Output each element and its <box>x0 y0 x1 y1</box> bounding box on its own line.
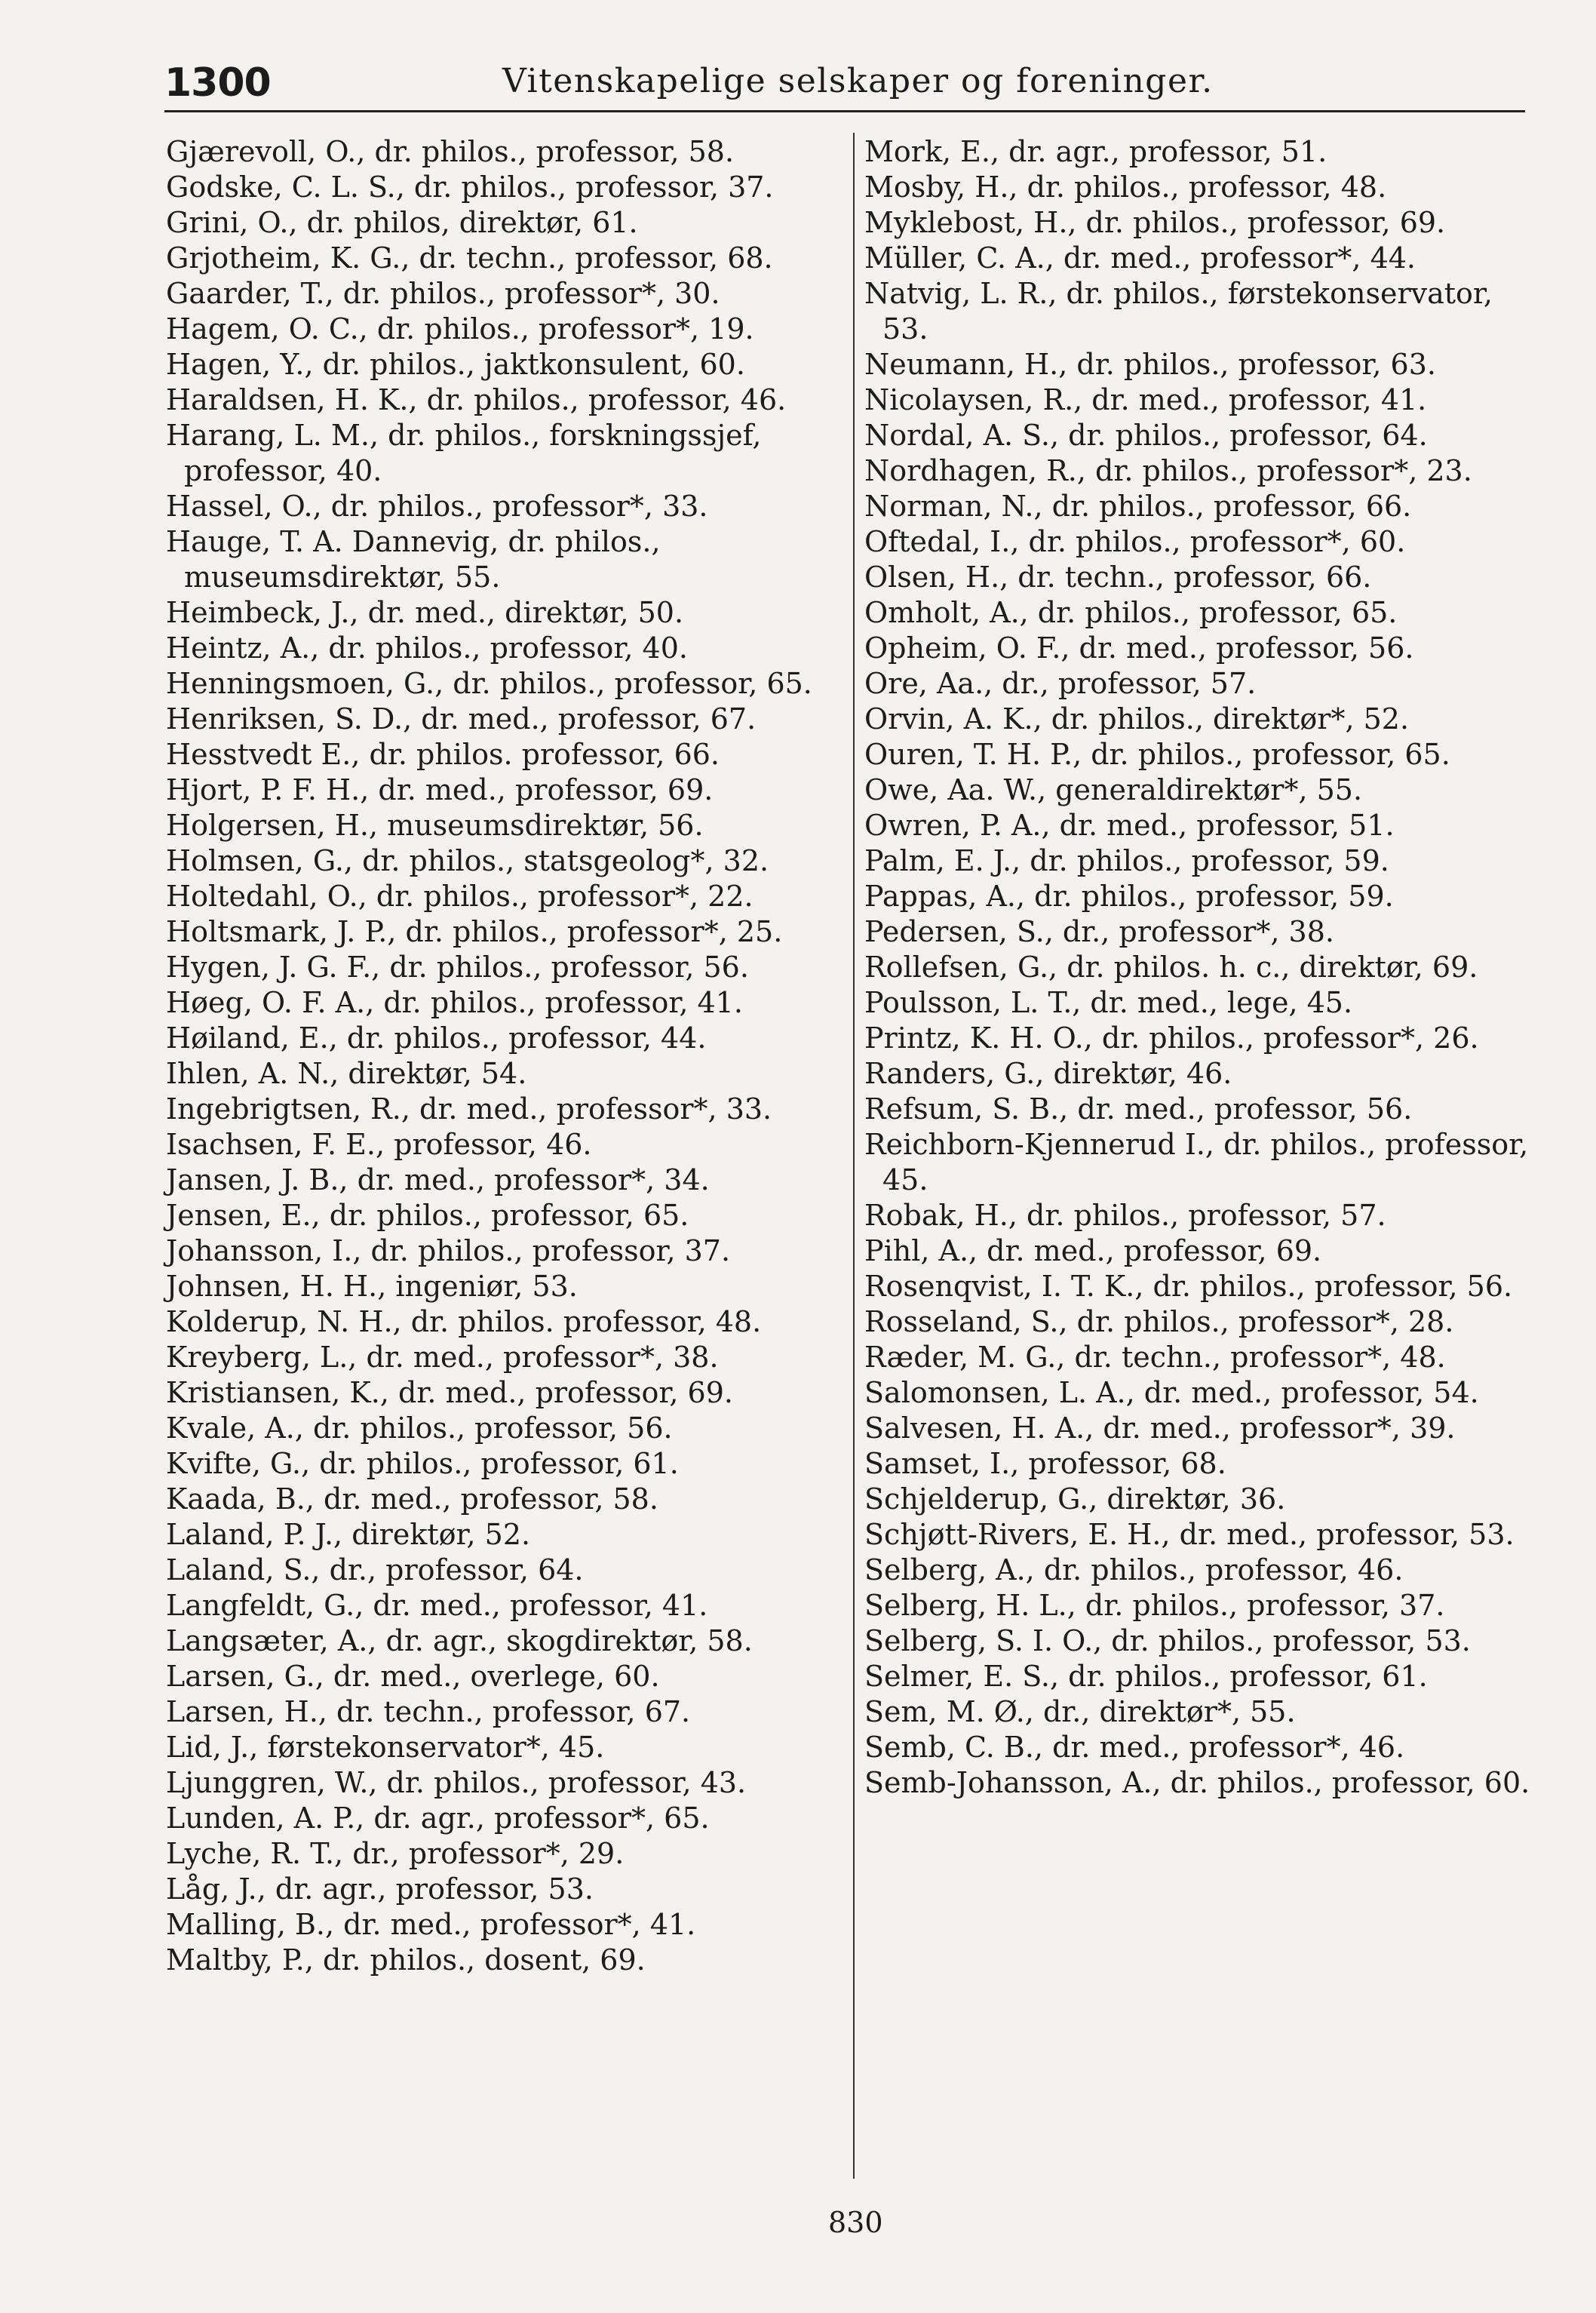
running-title: Vitenskapelige selskaper og foreninger. <box>502 62 1214 100</box>
member-entry: Opheim, O. F., dr. med., professor, 56. <box>864 631 1414 665</box>
member-entry: Ihlen, A. N., direktør, 54. <box>166 1057 527 1090</box>
member-entry: Holmsen, G., dr. philos., statsgeolog*, 32. <box>166 844 769 877</box>
page-number: 1300 <box>164 60 271 106</box>
member-entry: Selberg, S. I. O., dr. philos., professor, 53. <box>864 1624 1471 1657</box>
member-entry: Natvig, L. R., dr. philos., førstekonservator, 53. <box>864 277 1493 346</box>
member-entry: Rosseland, S., dr. philos., professor*, 28. <box>864 1305 1454 1338</box>
member-entry: Randers, G., direktør, 46. <box>864 1057 1232 1090</box>
footer-page-number: 830 <box>828 2206 883 2239</box>
member-entry: Omholt, A., dr. philos., professor, 65. <box>864 596 1398 629</box>
member-entry: Semb, C. B., dr. med., professor*, 46. <box>864 1731 1405 1764</box>
member-entry: Oftedal, I., dr. philos., professor*, 60. <box>864 525 1406 558</box>
member-entry: Låg, J., dr. agr., professor, 53. <box>166 1872 594 1906</box>
right-column <box>864 134 1543 1801</box>
member-entry: Myklebost, H., dr. philos., professor, 69. <box>864 206 1446 239</box>
member-entry: Salvesen, H. A., dr. med., professor*, 39. <box>864 1411 1456 1445</box>
member-entry: Hjort, P. F. H., dr. med., professor, 69. <box>166 773 714 806</box>
member-entry: Malling, B., dr. med., professor*, 41. <box>166 1908 696 1941</box>
member-entry: Semb-Johansson, A., dr. philos., professor, 60. <box>864 1766 1530 1799</box>
member-entry: Hygen, J. G. F., dr. philos., professor, 56. <box>166 951 749 984</box>
member-entry: Ljunggren, W., dr. philos., professor, 43. <box>166 1766 747 1799</box>
member-entry: Ouren, T. H. P., dr. philos., professor, 65. <box>864 738 1450 771</box>
member-entry: Nicolaysen, R., dr. med., professor, 41. <box>864 383 1427 416</box>
member-entry: Schjøtt-Rivers, E. H., dr. med., professor, 53. <box>864 1518 1515 1551</box>
member-entry: Laland, S., dr., professor, 64. <box>166 1553 584 1587</box>
member-entry: Kvale, A., dr. philos., professor, 56. <box>166 1411 673 1445</box>
member-entry: Hassel, O., dr. philos., professor*, 33. <box>166 490 708 523</box>
member-entry: Godske, C. L. S., dr. philos., professor, 37. <box>166 170 774 204</box>
member-entry: Ore, Aa., dr., professor, 57. <box>864 667 1257 700</box>
member-entry: Hauge, T. A. Dannevig, dr. philos., museumsdirektør, 55. <box>166 525 661 594</box>
member-entry: Høiland, E., dr. philos., professor, 44. <box>166 1021 707 1055</box>
member-entry: Larsen, G., dr. med., overlege, 60. <box>166 1660 660 1693</box>
member-entry: Harang, L. M., dr. philos., forskningssjef, professor, 40. <box>166 419 762 487</box>
member-entry: Lid, J., førstekonservator*, 45. <box>166 1731 605 1764</box>
member-entry: Hagem, O. C., dr. philos., professor*, 19. <box>166 312 754 346</box>
member-entry: Haraldsen, H. K., dr. philos., professor, 46. <box>166 383 787 416</box>
member-entry: Reichborn-Kjennerud I., dr. philos., professor, 45. <box>864 1128 1529 1196</box>
member-entry: Langfeldt, G., dr. med., professor, 41. <box>166 1589 708 1622</box>
member-entry: Olsen, H., dr. techn., professor, 66. <box>864 561 1372 594</box>
member-entry: Langsæter, A., dr. agr., skogdirektør, 58. <box>166 1624 753 1657</box>
member-entry: Printz, K. H. O., dr. philos., professor*, 26. <box>864 1021 1479 1055</box>
member-entry: Mork, E., dr. agr., professor, 51. <box>864 135 1327 168</box>
member-entry: Refsum, S. B., dr. med., professor, 56. <box>864 1092 1413 1126</box>
member-entry: Holtsmark, J. P., dr. philos., professor*, 25. <box>166 915 783 948</box>
member-entry: Kaada, B., dr. med., professor, 58. <box>166 1482 658 1516</box>
member-entry: Lunden, A. P., dr. agr., professor*, 65. <box>166 1802 710 1835</box>
member-entry: Neumann, H., dr. philos., professor, 63. <box>864 348 1436 381</box>
member-entry: Kolderup, N. H., dr. philos. professor, 48. <box>166 1305 762 1338</box>
member-entry: Jensen, E., dr. philos., professor, 65. <box>166 1199 689 1232</box>
member-entry: Høeg, O. F. A., dr. philos., professor, 41. <box>166 986 743 1019</box>
header-rule <box>164 110 1525 112</box>
member-entry: Laland, P. J., direktør, 52. <box>166 1518 531 1551</box>
member-entry: Larsen, H., dr. techn., professor, 67. <box>166 1695 691 1728</box>
member-entry: Samset, I., professor, 68. <box>864 1447 1226 1480</box>
member-entry: Heimbeck, J., dr. med., direktør, 50. <box>166 596 684 629</box>
member-entry: Johnsen, H. H., ingeniør, 53. <box>166 1270 578 1303</box>
member-entry: Ræder, M. G., dr. techn., professor*, 48. <box>864 1341 1446 1374</box>
member-entry: Schjelderup, G., direktør, 36. <box>864 1482 1286 1516</box>
member-entry: Jansen, J. B., dr. med., professor*, 34. <box>166 1163 710 1196</box>
member-entry: Pappas, A., dr. philos., professor, 59. <box>864 880 1394 913</box>
member-entry: Grjotheim, K. G., dr. techn., professor, 68. <box>166 241 773 275</box>
member-entry: Pedersen, S., dr., professor*, 38. <box>864 915 1334 948</box>
member-entry: Kristiansen, K., dr. med., professor, 69. <box>166 1376 733 1409</box>
member-entry: Isachsen, F. E., professor, 46. <box>166 1128 592 1161</box>
member-entry: Heintz, A., dr. philos., professor, 40. <box>166 631 688 665</box>
member-entry: Salomonsen, L. A., dr. med., professor, 54. <box>864 1376 1479 1409</box>
member-entry: Sem, M. Ø., dr., direktør*, 55. <box>864 1695 1296 1728</box>
member-entry: Mosby, H., dr. philos., professor, 48. <box>864 170 1387 204</box>
member-entry: Johansson, I., dr. philos., professor, 37. <box>166 1234 731 1267</box>
member-entry: Nordal, A. S., dr. philos., professor, 64. <box>864 419 1428 452</box>
member-entry: Owe, Aa. W., generaldirektør*, 55. <box>864 773 1363 806</box>
member-entry: Orvin, A. K., dr. philos., direktør*, 52. <box>864 702 1410 736</box>
member-entry: Rollefsen, G., dr. philos. h. c., direktør, 69. <box>864 951 1478 984</box>
member-entry: Hagen, Y., dr. philos., jaktkonsulent, 60. <box>166 348 745 381</box>
member-entry: Selberg, A., dr. philos., professor, 46. <box>864 1553 1404 1587</box>
member-entry: Gaarder, T., dr. philos., professor*, 30. <box>166 277 720 310</box>
member-entry: Pihl, A., dr. med., professor, 69. <box>864 1234 1322 1267</box>
member-entry: Owren, P. A., dr. med., professor, 51. <box>864 809 1395 842</box>
column-divider <box>853 133 855 2179</box>
member-entry: Henriksen, S. D., dr. med., professor, 67. <box>166 702 757 736</box>
member-entry: Poulsson, L. T., dr. med., lege, 45. <box>864 986 1353 1019</box>
member-entry: Selmer, E. S., dr. philos., professor, 61. <box>864 1660 1428 1693</box>
member-entry: Kreyberg, L., dr. med., professor*, 38. <box>166 1341 719 1374</box>
member-entry: Holgersen, H., museumsdirektør, 56. <box>166 809 704 842</box>
member-entry: Ingebrigtsen, R., dr. med., professor*, 33. <box>166 1092 772 1126</box>
member-entry: Holtedahl, O., dr. philos., professor*, 22. <box>166 880 753 913</box>
left-column <box>166 134 845 1978</box>
member-entry: Maltby, P., dr. philos., dosent, 69. <box>166 1943 646 1977</box>
member-entry: Hesstvedt E., dr. philos. professor, 66. <box>166 738 720 771</box>
member-entry: Lyche, R. T., dr., professor*, 29. <box>166 1837 625 1870</box>
member-entry: Gjærevoll, O., dr. philos., professor, 58. <box>166 135 735 168</box>
member-entry: Grini, O., dr. philos, direktør, 61. <box>166 206 638 239</box>
member-entry: Rosenqvist, I. T. K., dr. philos., professor, 56. <box>864 1270 1513 1303</box>
member-entry: Selberg, H. L., dr. philos., professor, 37. <box>864 1589 1445 1622</box>
member-entry: Kvifte, G., dr. philos., professor, 61. <box>166 1447 679 1480</box>
member-entry: Palm, E. J., dr. philos., professor, 59. <box>864 844 1389 877</box>
member-entry: Henningsmoen, G., dr. philos., professor, 65. <box>166 667 812 700</box>
member-entry: Nordhagen, R., dr. philos., professor*, 23. <box>864 454 1472 487</box>
member-entry: Norman, N., dr. philos., professor, 66. <box>864 490 1412 523</box>
member-entry: Robak, H., dr. philos., professor, 57. <box>864 1199 1386 1232</box>
member-entry: Müller, C. A., dr. med., professor*, 44. <box>864 241 1416 275</box>
